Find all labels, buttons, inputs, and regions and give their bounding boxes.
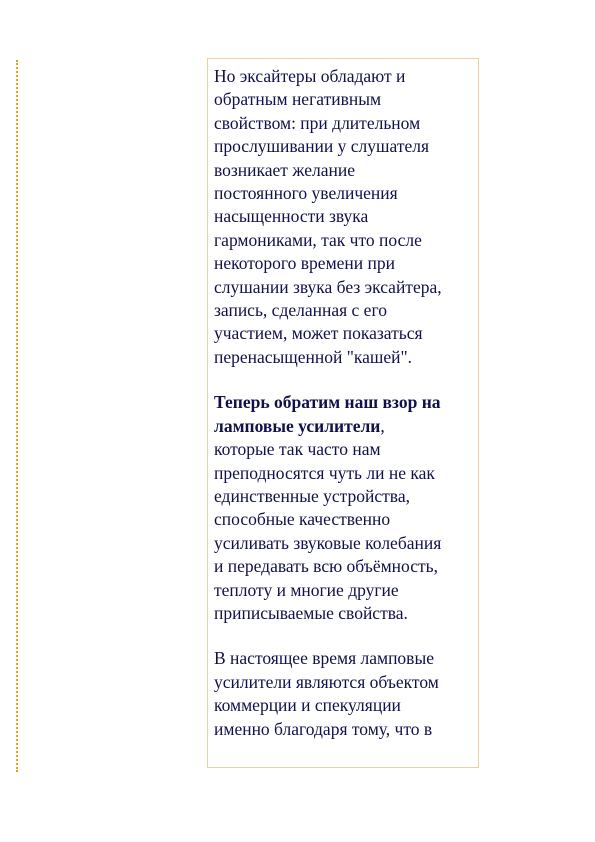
paragraph-text: , которые так часто нам преподносятся чуть ли не как единственные устройства, способные качественно усиливать звуковые колебания и передавать всю объёмность, теплоту и многие другие приписываемые свойства. xyxy=(214,415,442,623)
paragraph-text: В настоящее время ламповые усилители являются объектом коммерции и спекуляции именно благодаря тому, что в xyxy=(214,648,439,739)
paragraph-text: Но эксайтеры обладают и обратным негативным свойством: при длительном прослушивании у слушателя возникает желание постоянного увеличения насыщенности звука гармониками, так что после некоторого времени при слушании звука без эксайтера, запись, сделанная с его участием, может показаться перенасыщенной "кашей". xyxy=(214,66,442,367)
paragraph-commerce xyxy=(214,647,474,741)
paragraph-exciters xyxy=(214,65,474,369)
paragraph-tube-amplifiers xyxy=(214,391,474,625)
left-margin-rule xyxy=(16,60,18,772)
text-frame xyxy=(207,58,479,768)
paragraph-lead-bold: Теперь обратим наш взор на ламповые усилители xyxy=(214,392,441,436)
